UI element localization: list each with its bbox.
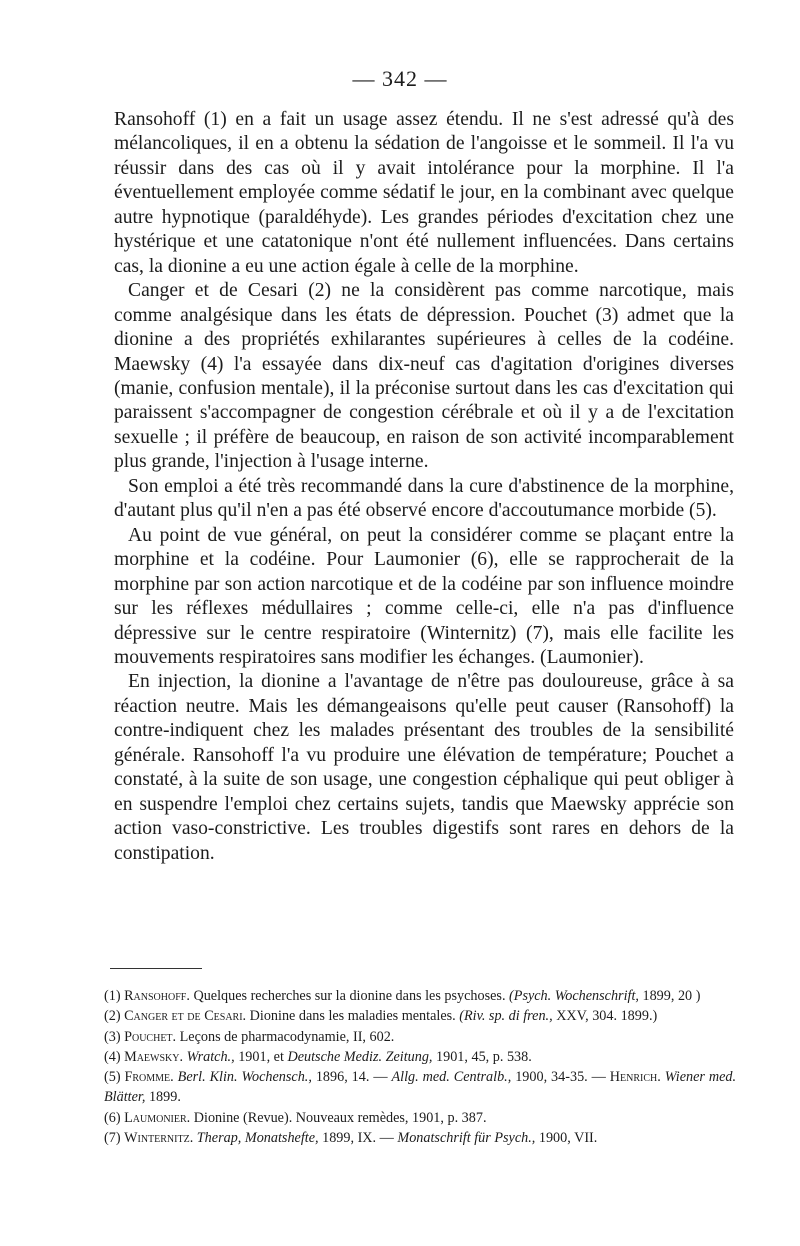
footnote-author: Henrich. [609, 1069, 661, 1086]
footnote-journal: Deutsche Mediz. Zeitung, [287, 1048, 433, 1065]
footnote-author: Maewsky. [124, 1048, 184, 1065]
footnote-text: 1899, IX. — [322, 1130, 394, 1147]
paragraph: Ransohoff (1) en a fait un usage assez étendu. Il ne s'est adressé qu'à des mélancoliques, il en a obtenu la sédation de l'angoisse et le sommeil. Il l'a vu réussir dans des cas où il y avait intolérance pour la morphine. Il l'a éventuellement employée comme sédatif le jour, en la combinant avec quelque autre hypnotique (paraldéhyde). Les grandes périodes d'excitation chez une hystérique et une catatonique n'ont été nullement influencées. Dans certains cas, la dionine a eu une action égale à celle de la morphine. [114, 109, 734, 277]
footnote-separator [110, 968, 202, 969]
footnote-author: Pouchet. [124, 1028, 177, 1045]
footnote-author: Winternitz. [124, 1130, 194, 1147]
footnote-text: Dionine (Revue). Nouveaux remèdes, 1901, p. 387. [193, 1109, 487, 1126]
footnote-number: (5) [104, 1069, 121, 1086]
footnote-journal: Wratch., [186, 1048, 235, 1065]
footnote-author: Fromme. [124, 1069, 174, 1086]
paragraph: Au point de vue général, on peut la considérer comme se plaçant entre la morphine et la codéine. Pour Laumonier (6), elle se rapprocherait de la morphine par son action narcotique et de la codéine par son influence moindre sur les réflexes médullaires ; comme celle-ci, elle n'a pas d'influence dépressive sur le centre respiratoire (Winternitz) (7), mais elle facilite les mouvements respiratoires sans modifier les échanges. (Laumonier). [114, 524, 734, 668]
footnote-text: 1901, 45, p. 538. [436, 1048, 532, 1065]
paragraph: Canger et de Cesari (2) ne la considèrent pas comme narcotique, mais comme analgésique dans les états de dépression. Pouchet (3) admet que la dionine a des propriétés exhilarantes supérieures à celles de la codéine. Maewsky (4) l'a essayée dans dix-neuf cas d'agitation d'origines diverses (manie, confusion mentale), il la préconise surtout dans les cas d'excitation qui paraissent s'accompagner de congestion cérébrale et où il y a de l'excitation sexuelle ; il préfère de beaucoup, en raison de son activité incomparablement plus grande, l'injection à l'usage interne. [114, 280, 734, 473]
body-text [114, 108, 734, 866]
footnote-number: (3) [104, 1028, 121, 1045]
paragraph: En injection, la dionine a l'avantage de n'être pas douloureuse, grâce à sa réaction neutre. Mais les démangeaisons qu'elle peut causer (Ransohoff) la contre-indiquent chez les malades présentant des troubles de la sensibilité générale. Ransohoff l'a vu produire une élévation de température; Pouchet a constaté, à la suite de son usage, une congestion céphalique qui peut obliger à en suspendre l'emploi chez certains sujets, tandis que Maewsky apprécie son action vaso-constrictive. Les troubles digestifs sont rares en dehors de la constipation. [114, 671, 734, 864]
footnote-text: 1896, 14. — [315, 1069, 388, 1086]
footnote-2 [104, 1006, 736, 1026]
footnote-number: (4) [104, 1048, 121, 1065]
footnote-6 [104, 1108, 736, 1128]
footnote-journal: Monatschrift für Psych., [397, 1130, 536, 1147]
footnote-text: Leçons de pharmacodynamie, II, 602. [179, 1028, 395, 1045]
footnote-text: XXV, 304. 1899.) [556, 1008, 658, 1025]
footnote-journal: Allg. med. Centralb., [391, 1069, 512, 1086]
footnote-number: (6) [104, 1109, 121, 1126]
footnote-author: Ransohoff. [124, 988, 190, 1004]
footnote-journal: (Psych. Wochenschrift, [509, 988, 639, 1004]
footnote-text: 1899. [148, 1089, 181, 1106]
footnote-journal: (Riv. sp. di fren., [459, 1008, 553, 1025]
footnote-journal: Therap, Monatshefte, [196, 1130, 319, 1147]
footnote-number: (2) [104, 1008, 121, 1025]
footnote-journal: Wiener med. Blätter, [104, 1069, 737, 1106]
footnote-journal: Berl. Klin. Wochensch., [177, 1069, 312, 1086]
footnote-text: Dionine dans les maladies mentales. [249, 1008, 456, 1025]
footnote-7 [104, 1128, 736, 1148]
footnote-4 [104, 1047, 736, 1067]
footnote-text: 1900, VII. [538, 1130, 598, 1147]
footnote-author: Canger et de Cesari. [124, 1008, 247, 1025]
paragraph: Son emploi a été très recommandé dans la cure d'abstinence de la morphine, d'autant plus qu'il n'en a pas été observé encore d'accoutumance morbide (5). [114, 475, 734, 522]
footnote-3 [104, 1027, 736, 1047]
footnote-author: Laumonier. [124, 1109, 191, 1126]
footnote-text: 1900, 34-35. — [515, 1069, 606, 1086]
footnote-text: 1901, et [238, 1048, 284, 1065]
footnote-number: (1) [104, 988, 121, 1004]
footnote-1 [104, 986, 736, 1006]
footnote-text: 1899, 20 ) [642, 988, 701, 1004]
footnotes [104, 986, 736, 1148]
footnote-number: (7) [104, 1130, 121, 1147]
page-number: — 342 — [352, 66, 448, 91]
footnote-text: Quelques recherches sur la dionine dans les psychoses. [193, 988, 506, 1004]
footnote-5 [104, 1067, 736, 1108]
